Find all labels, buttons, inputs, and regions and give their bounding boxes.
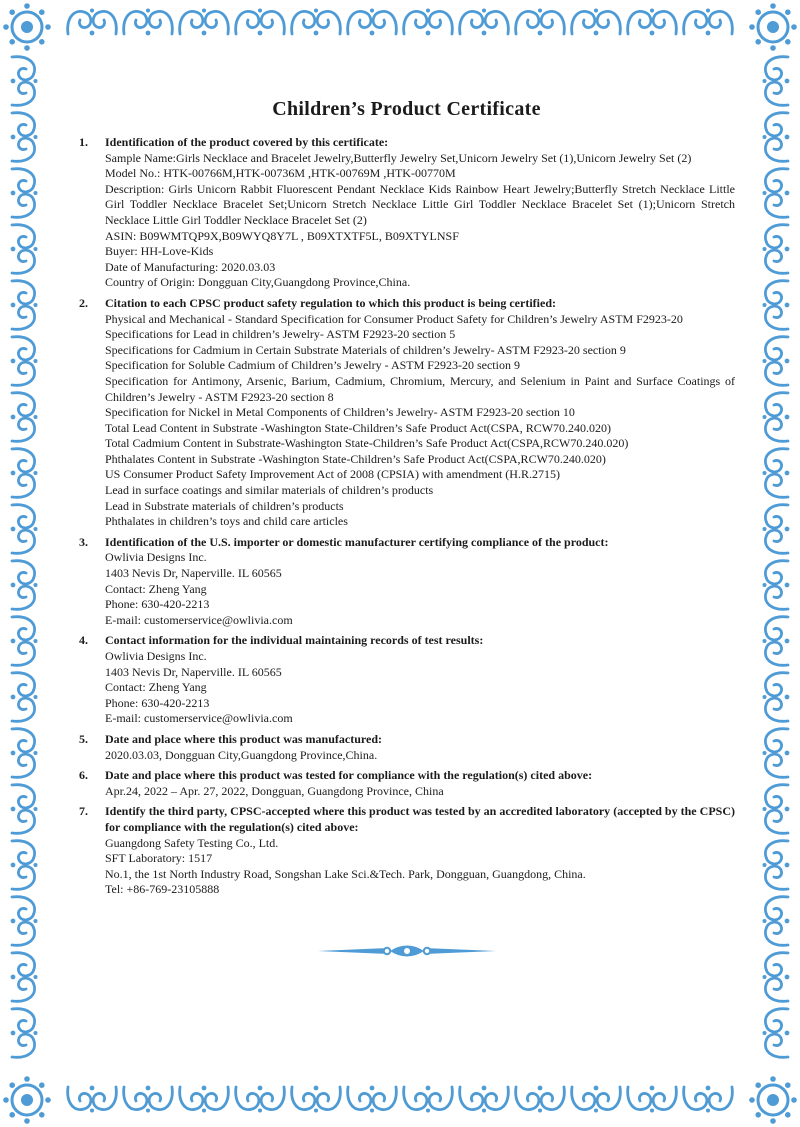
section-heading: Date and place where this product was manufactured: xyxy=(105,731,383,746)
section-line: Tel: +86-769-23105888 xyxy=(105,882,220,897)
section-line: 1403 Nevis Dr, Naperville. IL 60565 xyxy=(105,664,282,679)
section-manufacture-date xyxy=(78,732,735,763)
section-number: 4. xyxy=(79,633,88,648)
section-line: US Consumer Product Safety Improvement Act of 2008 (CPSIA) with amendment (H.R.2715) xyxy=(105,467,560,482)
section-line: Lead in surface coatings and similar materials of children’s products xyxy=(105,483,434,498)
section-citations xyxy=(78,296,735,530)
section-line: Description: Girls Unicorn Rabbit Fluorescent Pendant Necklace Kids Rainbow Heart Jewelry;Butterfly Stretch Necklace Little Girl Toddler Necklace Bracelet Set;Unicorn Stretch Necklace Little Girl Toddler Necklace Bracelet Set (1);Unicorn Stretch Necklace Little Girl Toddler Necklace Bracelet Set (2) xyxy=(105,181,735,227)
section-number: 5. xyxy=(79,731,88,746)
section-line: Owlivia Designs Inc. xyxy=(105,550,207,565)
section-line: Buyer: HH-Love-Kids xyxy=(105,244,214,259)
section-heading: Identify the third party, CPSC-accepted where this product was tested by an accredited laboratory (accepted by the CPSC) for compliance with the regulation(s) cited above: xyxy=(105,804,735,834)
section-line: No.1, the 1st North Industry Road, Songshan Lake Sci.&Tech. Park, Dongguan, Guangdong, China. xyxy=(105,866,586,881)
section-line: Owlivia Designs Inc. xyxy=(105,649,207,663)
section-line: Phthalates Content in Substrate -Washington State-Children’s Safe Product Act(CSPA,RCW70.240.020) xyxy=(105,451,606,466)
section-line: Date of Manufacturing: 2020.03.03 xyxy=(105,259,276,274)
section-heading: Contact information for the individual maintaining records of test results: xyxy=(105,633,484,648)
section-line: Phone: 630-420-2213 xyxy=(105,695,210,710)
page-title: Children’s Product Certificate xyxy=(272,98,541,120)
section-line: Apr.24, 2022 – Apr. 27, 2022, Dongguan, Guangdong Province, China xyxy=(105,783,444,798)
section-line: E-mail: customerservice@owlivia.com xyxy=(105,612,293,627)
decorative-divider xyxy=(312,938,502,964)
section-line: Lead in Substrate materials of children’s products xyxy=(105,498,344,513)
section-number: 3. xyxy=(79,534,88,549)
section-line: Specifications for Cadmium in Certain Substrate Materials of children’s Jewelry- ASTM F2923-20 section 9 xyxy=(105,342,626,357)
section-line: SFT Laboratory: 1517 xyxy=(105,851,213,866)
section-test-date xyxy=(78,768,735,799)
section-line: Specification for Nickel in Metal Components of Children’s Jewelry- ASTM F2923-20 section 10 xyxy=(105,405,575,420)
section-line: ASIN: B09WMTQP9X,B09WYQ8Y7L , B09XTXTF5L, B09XTYLNSF xyxy=(105,228,459,243)
section-line: Physical and Mechanical - Standard Specification for Consumer Product Safety for Children’s Jewelry ASTM F2923-20 xyxy=(105,311,683,326)
section-number: 6. xyxy=(79,768,88,783)
section-line: Model No.: HTK-00766M,HTK-00736M ,HTK-00769M ,HTK-00770M xyxy=(105,166,456,181)
section-number: 1. xyxy=(79,135,88,149)
section-third-party-lab xyxy=(78,804,735,898)
divider-container xyxy=(78,938,735,964)
section-number: 2. xyxy=(79,295,88,310)
section-line: Country of Origin: Dongguan City,Guangdong Province,China. xyxy=(105,275,411,290)
section-line: Contact: Zheng Yang xyxy=(105,581,207,596)
section-line: E-mail: customerservice@owlivia.com xyxy=(105,711,293,726)
section-number: 7. xyxy=(79,804,88,819)
section-line: Total Lead Content in Substrate -Washington State-Children’s Safe Product Act(CSPA, RCW70.240.020) xyxy=(105,420,612,435)
section-line: Phone: 630-420-2213 xyxy=(105,597,210,612)
section-records-contact xyxy=(78,633,735,727)
section-line: Sample Name:Girls Necklace and Bracelet Jewelry,Butterfly Jewelry Set,Unicorn Jewelry Set (1),Unicorn Jewelry Set (2) xyxy=(105,150,692,165)
section-line: Guangdong Safety Testing Co., Ltd. xyxy=(105,835,279,850)
section-identification xyxy=(78,135,735,291)
certificate-content xyxy=(78,98,735,964)
section-line: Specifications for Lead in children’s Jewelry- ASTM F2923-20 section 5 xyxy=(105,327,456,342)
section-importer xyxy=(78,535,735,629)
section-line: Contact: Zheng Yang xyxy=(105,680,207,695)
section-line: Phthalates in children’s toys and child care articles xyxy=(105,514,348,529)
section-line: Total Cadmium Content in Substrate-Washington State-Children’s Safe Product Act(CSPA,RCW70.240.020) xyxy=(105,436,629,451)
section-line: Specification for Soluble Cadmium of Children’s Jewelry - ASTM F2923-20 section 9 xyxy=(105,358,520,373)
section-heading: Identification of the product covered by this certificate: xyxy=(105,135,389,149)
section-line: 2020.03.03, Dongguan City,Guangdong Province,China. xyxy=(105,747,378,762)
section-heading: Citation to each CPSC product safety regulation to which this product is being certified: xyxy=(105,295,556,310)
section-line: Specification for Antimony, Arsenic, Barium, Cadmium, Chromium, Mercury, and Selenium in Paint and Surface Coatings of Children’s Jewelry - ASTM F2923-20 section 8 xyxy=(105,373,735,404)
section-line: 1403 Nevis Dr, Naperville. IL 60565 xyxy=(105,566,282,581)
section-heading: Date and place where this product was tested for compliance with the regulation(s) cited above: xyxy=(105,768,593,783)
section-heading: Identification of the U.S. importer or domestic manufacturer certifying compliance of the product: xyxy=(105,534,609,549)
